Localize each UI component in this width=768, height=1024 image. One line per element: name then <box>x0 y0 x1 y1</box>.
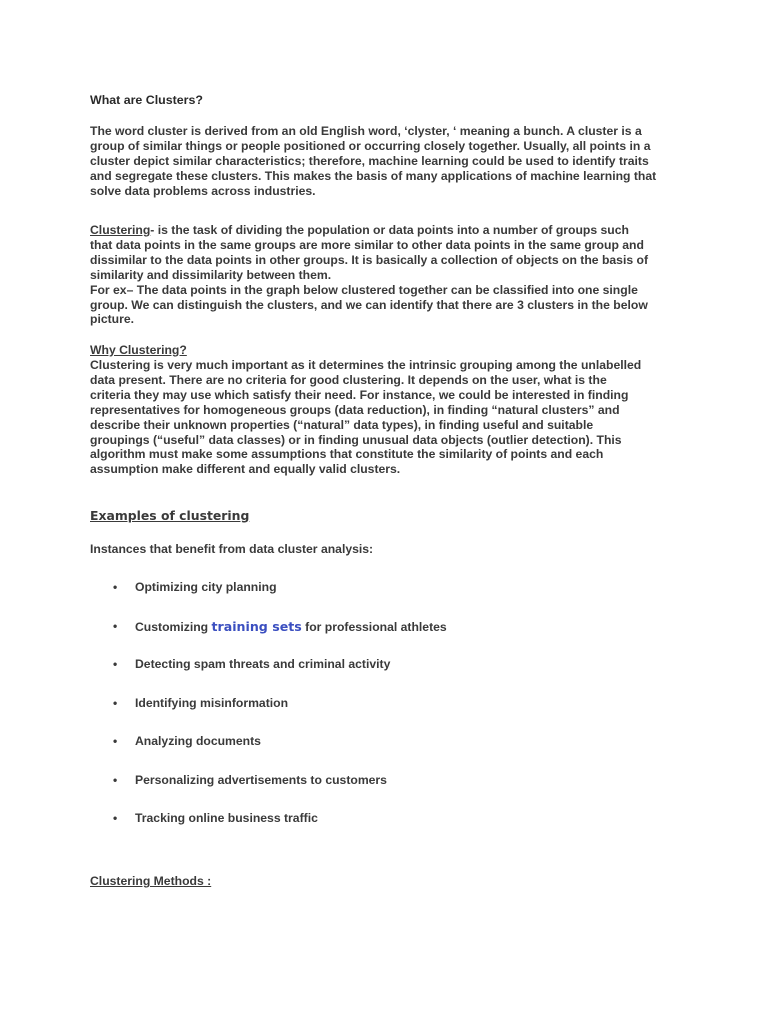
list-item-text: Identifying misinformation <box>135 695 289 710</box>
text-line: Clustering is very much important as it determines the intrinsic grouping among the unlabelled <box>90 358 642 372</box>
text-line: assumption make different and equally valid clusters. <box>90 462 401 477</box>
text-line: describe their unknown properties (“natural” data types), in finding useful and suitable <box>90 417 594 432</box>
text-line: cluster depict similar characteristics; therefore, machine learning could be used to identify traits <box>90 153 649 168</box>
bullet-icon: • <box>113 772 118 787</box>
text-line: that data points in the same groups are more similar to other data points in the same group and <box>90 237 644 252</box>
text-line: groupings (“useful” data classes) or in finding unusual data objects (outlier detection). This <box>90 432 622 447</box>
bullet-icon: • <box>113 811 118 825</box>
list-item <box>90 657 690 696</box>
text-line: picture. <box>90 312 135 327</box>
heading-why-clustering: Why Clustering? <box>90 343 187 357</box>
list-item-text-after: for professional athletes <box>301 619 447 634</box>
list-item <box>90 773 690 812</box>
text-line: solve data problems across industries. <box>90 183 316 198</box>
list-item-text: Detecting spam threats and criminal activity <box>135 657 391 671</box>
bullet-icon: • <box>113 734 118 748</box>
heading-clustering-methods: Clustering Methods : <box>90 874 212 888</box>
paragraph-why-clustering <box>90 358 690 477</box>
bullet-icon: • <box>113 657 118 671</box>
list-item <box>90 619 690 658</box>
examples-bullet-list <box>90 580 690 850</box>
text-line-rest: - is the task of dividing the population or data points into a number of groups such <box>150 223 629 237</box>
text-line: For ex– The data points in the graph below clustered together can be classified into one single <box>90 282 638 297</box>
section-title-what-are-clusters: What are Clusters? <box>90 93 203 107</box>
bullet-icon: • <box>113 618 118 633</box>
text-line: criteria they may use which satisfy their need. For instance, we could be interested in finding <box>90 387 629 402</box>
text-line <box>90 223 690 238</box>
text-line: data present. There are no criteria for good clustering. It depends on the user, what is the <box>90 372 607 387</box>
text-line: algorithm must make some assumptions that constitute the similarity of points and each <box>90 447 604 462</box>
list-item-text: Analyzing documents <box>135 734 261 748</box>
text-line: similarity and dissimilarity between them. <box>90 267 332 282</box>
text-line: The word cluster is derived from an old English word, ‘clyster, ‘ meaning a bunch. A cluster is a <box>90 124 642 138</box>
instances-intro: Instances that benefit from data cluster analysis: <box>90 542 374 556</box>
heading-examples-of-clustering: Examples of clustering <box>90 508 250 523</box>
list-item-text: Tracking online business traffic <box>135 811 318 825</box>
list-item-text: Personalizing advertisements to customers <box>135 772 387 787</box>
text-line: and segregate these clusters. This makes the basis of many applications of machine learning that <box>90 168 657 183</box>
text-line: group. We can distinguish the clusters, and we can identify that there are 3 clusters in the below <box>90 297 648 312</box>
bullet-icon: • <box>113 580 118 594</box>
paragraph-clustering-definition <box>90 223 690 327</box>
list-item <box>90 811 690 850</box>
clustering-term: Clustering <box>90 223 151 237</box>
list-item <box>90 580 690 619</box>
list-item-text: Optimizing city planning <box>135 580 277 594</box>
list-item <box>90 734 690 773</box>
text-line: representatives for homogeneous groups (data reduction), in finding “natural clusters” and <box>90 402 620 417</box>
text-line: group of similar things or people positioned or occurring closely together. Usually, all points in a <box>90 138 651 153</box>
list-item-text-before: Customizing <box>135 619 212 634</box>
text-line: dissimilar to the data points in other groups. It is basically a collection of objects on the basis of <box>90 252 649 267</box>
bullet-icon: • <box>113 695 118 710</box>
paragraph-cluster-definition <box>90 124 690 199</box>
list-item-text <box>135 619 447 635</box>
list-item <box>90 696 690 735</box>
training-sets-link[interactable]: training sets <box>211 618 302 634</box>
